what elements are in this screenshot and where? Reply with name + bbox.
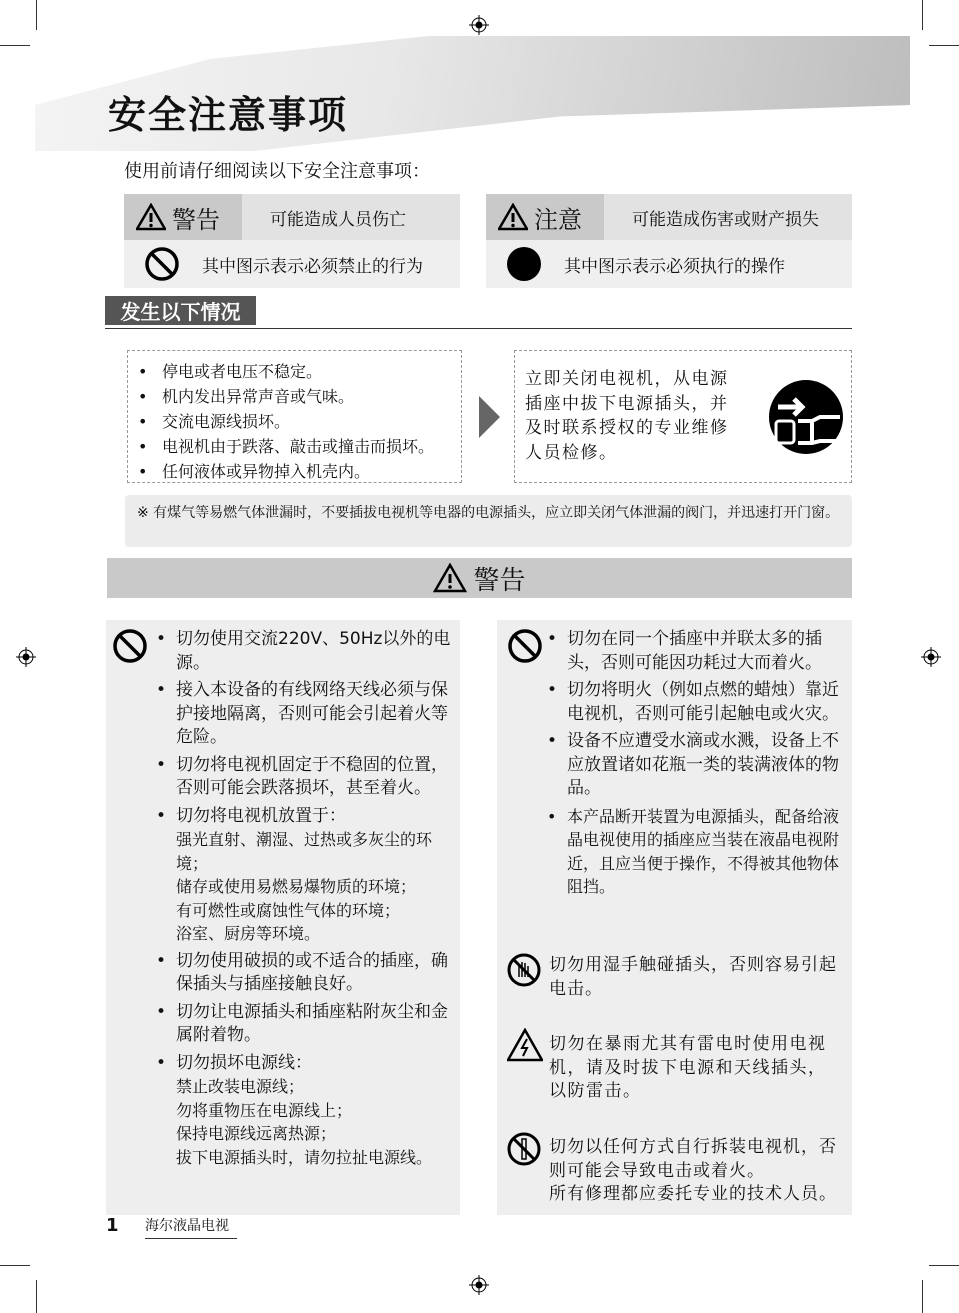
crop-mark — [922, 0, 923, 30]
prohibition-icon — [507, 628, 543, 664]
warning-item: • 接入本设备的有线网络天线必须与保护接地隔离，否则可能会引起着火等危险。 — [156, 679, 454, 750]
warning-item: • 切勿使用交流220V、50Hz以外的电源。 — [156, 628, 454, 675]
legend-warning-desc: 可能造成人员伤亡 — [242, 194, 460, 240]
crop-mark — [36, 0, 37, 30]
mandatory-desc: 其中图示表示必须执行的操作 — [564, 256, 785, 277]
no-wet-hands-icon — [507, 953, 541, 987]
action-line: 立即关闭电视机，从电源 — [525, 369, 729, 389]
section-heading: 发生以下情况 — [105, 296, 256, 325]
conditions-box — [127, 350, 462, 483]
prohibition-icon — [144, 246, 180, 282]
crop-mark — [929, 1265, 959, 1266]
warning-item: • 切勿在同一个插座中并联太多的插头，否则可能因功耗过大而着火。 — [547, 628, 846, 675]
condition-item: • 机内发出异常声音或气味。 — [138, 384, 461, 409]
condition-item: • 停电或者电压不稳定。 — [138, 359, 461, 384]
wet-hands-warning: 切勿用湿手触碰插头，否则容易引起电击。 — [549, 955, 837, 999]
warning-item: • 切勿损坏电源线： 禁止改装电源线； 勿将重物压在电源线上； 保持电源线远离热源； 拔下电源插头时，请勿拉扯电源线。 — [156, 1052, 454, 1170]
warning-item: • 切勿将明火（例如点燃的蜡烛）靠近电视机，否则可能引起触电或火灾。 — [547, 679, 846, 726]
prohibition-icon — [112, 628, 148, 664]
registration-mark-icon — [469, 15, 489, 35]
warning-triangle-icon — [136, 203, 166, 231]
page-number: 1 — [106, 1215, 119, 1236]
crop-mark — [0, 1265, 30, 1266]
condition-item: • 任何液体或异物掉入机壳内。 — [138, 459, 461, 484]
warning-item: • 设备不应遭受水滴或水溅，设备上不应放置诸如花瓶一类的装满液体的物品。 — [547, 730, 846, 801]
warning-triangle-icon — [498, 203, 528, 231]
divider — [105, 328, 852, 329]
action-line: 人员检修。 — [525, 442, 618, 463]
warning-column-right — [497, 620, 852, 1215]
action-box — [514, 350, 852, 483]
legend-caution-desc: 可能造成伤害或财产损失 — [604, 194, 852, 240]
warning-item: • 本产品断开装置为电源插头，配备给液晶电视使用的插座应当装在液晶电视附近，且应当便于操作，不得被其他物体阻挡。 — [547, 805, 846, 899]
legend-caution — [486, 194, 852, 288]
warning-column-left — [106, 620, 460, 1215]
condition-item: • 交流电源线损坏。 — [138, 409, 461, 434]
warning-banner-label: 警告 — [473, 565, 526, 596]
unplug-icon — [768, 379, 844, 455]
legend-warning-label: 警告 — [172, 205, 220, 234]
disassembly-warning: 切勿以任何方式自行拆装电视机，否则可能会导致电击或着火。 所有修理都应委托专业的技术人员。 — [549, 1137, 837, 1204]
action-line: 插座中拔下电源插头，并 — [525, 393, 729, 414]
crop-mark — [929, 45, 959, 46]
warning-banner — [107, 558, 852, 598]
electric-shock-icon — [507, 1028, 543, 1062]
prohibition-desc: 其中图示表示必须禁止的行为 — [202, 256, 423, 277]
registration-mark-icon — [921, 647, 941, 667]
registration-mark-icon — [469, 1275, 489, 1295]
subtitle: 使用前请仔细阅读以下安全注意事项： — [124, 161, 430, 182]
arrow-right-icon — [479, 396, 501, 438]
footer-brand: 海尔液晶电视 — [145, 1215, 237, 1239]
crop-mark — [36, 1280, 37, 1313]
page-title: 安全注意事项 — [108, 93, 349, 137]
crop-mark — [922, 1280, 923, 1313]
no-disassembly-icon — [507, 1132, 541, 1166]
warning-item: • 切勿将电视机固定于不稳固的位置，否则可能会跌落损坏，甚至着火。 — [156, 754, 454, 801]
gas-leak-note: ※ 有煤气等易燃气体泄漏时，不要插拔电视机等电器的电源插头，应立即关闭气体泄漏的阀门，并迅速打开门窗。 — [125, 495, 852, 547]
registration-mark-icon — [16, 647, 36, 667]
legend-caution-label: 注意 — [534, 205, 582, 234]
mandatory-action-icon — [506, 246, 542, 282]
warning-item: • 切勿使用破损的或不适合的插座，确保插头与插座接触良好。 — [156, 950, 454, 997]
action-line: 及时联系授权的专业维修 — [525, 418, 729, 438]
lightning-warning: 切勿在暴雨尤其有雷电时使用电视机，请及时拔下电源和天线插头，以防雷击。 — [549, 1034, 827, 1101]
legend-warning — [124, 194, 460, 288]
warning-triangle-icon — [433, 563, 467, 593]
warning-item: • 切勿将电视机放置于： 强光直射、潮湿、过热或多灰尘的环境； 储存或使用易燃易爆物质的环境； 有可燃性或腐蚀性气体的环境； 浴室、厨房等环境。 — [156, 805, 454, 946]
condition-item: • 电视机由于跌落、敲击或撞击而损坏。 — [138, 434, 461, 459]
warning-item: • 切勿让电源插头和插座粘附灰尘和金属附着物。 — [156, 1001, 454, 1048]
crop-mark — [0, 45, 30, 46]
